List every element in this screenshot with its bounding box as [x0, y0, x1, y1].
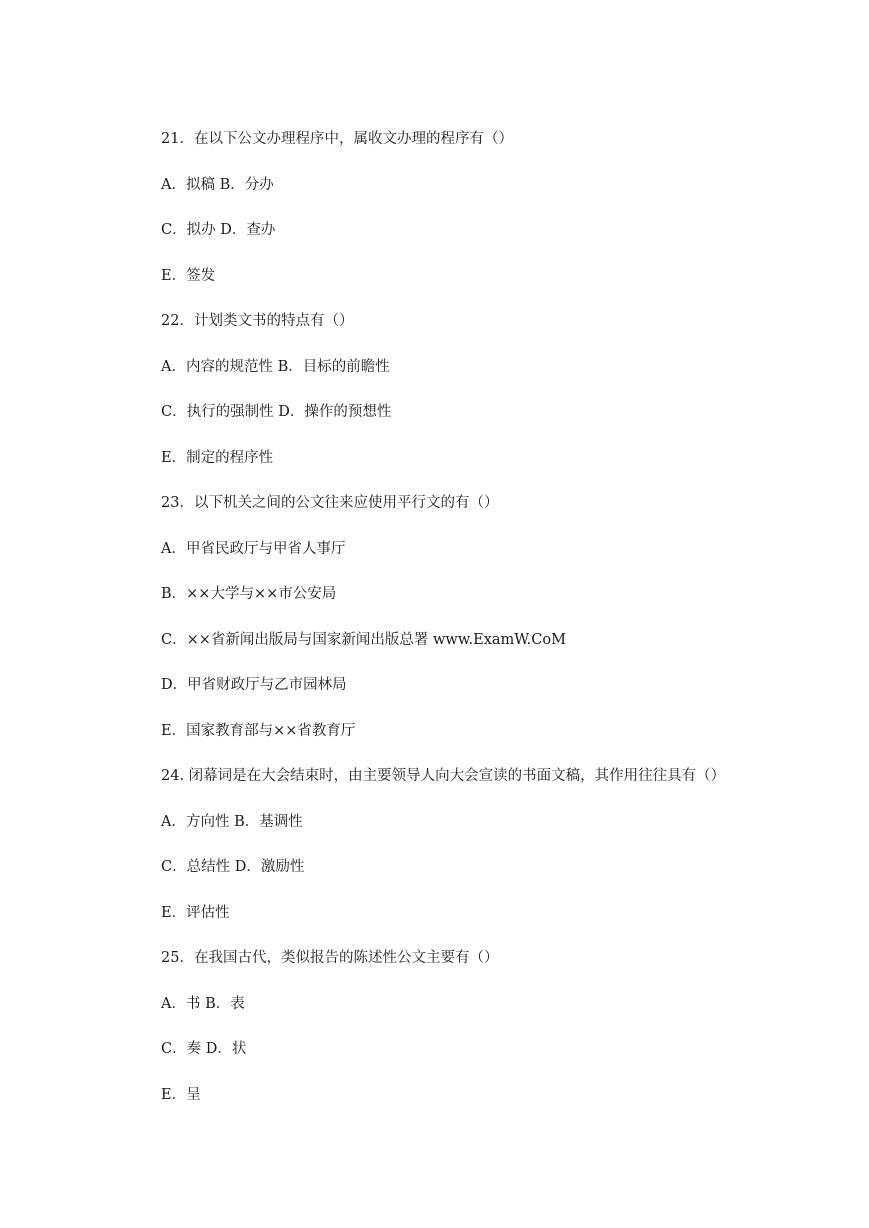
question-22-option-ab: A．内容的规范性 B．目标的前瞻性: [161, 359, 390, 375]
question-21-option-ab: A．拟稿 B．分办: [161, 177, 274, 193]
question-22-stem: 22．计划类文书的特点有（）: [161, 313, 354, 329]
question-23-option-b: B．××大学与××市公安局: [161, 586, 337, 602]
question-23-option-e: E．国家教育部与××省教育厅: [161, 723, 356, 739]
question-25-stem: 25．在我国古代，类似报告的陈述性公文主要有（）: [161, 950, 499, 966]
question-25-option-ab: A．书 B．表: [161, 996, 245, 1012]
question-22-option-e: E．制定的程序性: [161, 450, 274, 466]
question-23-option-c: C．××省新闻出版局与国家新闻出版总署 www.ExamW.CoM: [161, 632, 566, 648]
question-21-option-e: E．签发: [161, 268, 216, 284]
question-25-option-e: E．呈: [161, 1087, 201, 1103]
question-23-option-d: D．甲省财政厅与乙市园林局: [161, 677, 347, 693]
question-24-option-e: E．评估性: [161, 905, 230, 921]
question-21-stem: 21．在以下公文办理程序中，属收文办理的程序有（）: [161, 131, 513, 147]
question-24-stem: 24. 闭幕词是在大会结束时，由主要领导人向大会宣读的书面文稿，其作用往往具有（）: [161, 768, 726, 784]
question-23-option-a: A．甲省民政厅与甲省人事厅: [161, 541, 346, 557]
question-24-option-ab: A．方向性 B．基调性: [161, 814, 303, 830]
question-25-option-cd: C．奏 D．状: [161, 1041, 247, 1057]
question-23-stem: 23．以下机关之间的公文往来应使用平行文的有（）: [161, 495, 499, 511]
question-22-option-cd: C．执行的强制性 D．操作的预想性: [161, 404, 392, 420]
question-24-option-cd: C．总结性 D．激励性: [161, 859, 305, 875]
question-21-option-cd: C．拟办 D．查办: [161, 222, 276, 238]
